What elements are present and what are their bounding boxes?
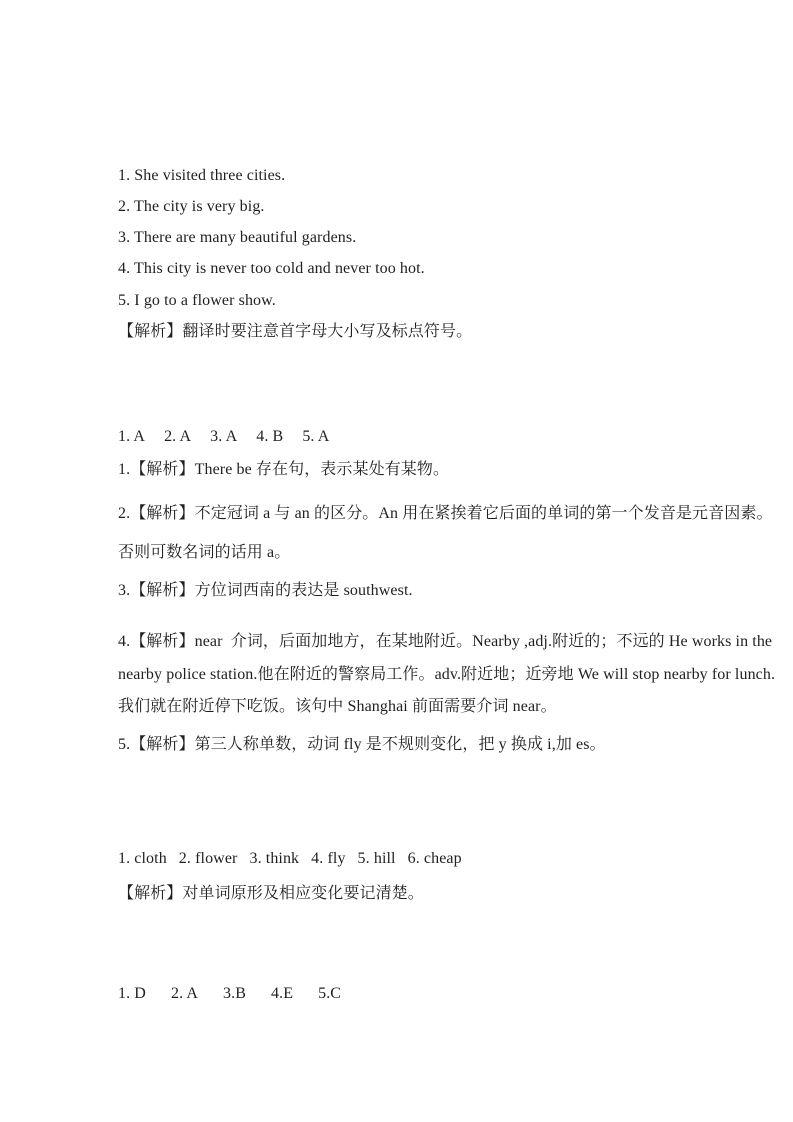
analysis-line: 3.【解析】方位词西南的表达是 southwest. bbox=[118, 582, 413, 599]
answer-item: 3. think bbox=[249, 850, 300, 867]
answer-row bbox=[118, 983, 341, 1005]
analysis-line: 4.【解析】near 介词，后面加地方，在某地附近。Nearby ,adj.附近的；不远的 He works in the bbox=[118, 633, 773, 650]
analysis-line: 2.【解析】不定冠词 a 与 an 的区分。An 用在紧挨着它后面的单词的第一个发音是元音因素。 bbox=[118, 505, 773, 522]
answer-item: 2. A bbox=[170, 985, 199, 1002]
answer-item: 4.E bbox=[271, 985, 294, 1002]
analysis-line: 我们就在附近停下吃饭。该句中 Shanghai 前面需要介词 near。 bbox=[118, 698, 557, 715]
answer-item: 5.C bbox=[318, 985, 342, 1002]
answer-item: 4. fly bbox=[311, 850, 346, 867]
answer-item: 5. hill bbox=[357, 850, 396, 867]
answer-row bbox=[118, 848, 462, 870]
analysis-line: 【解析】对单词原形及相应变化要记清楚。 bbox=[118, 885, 424, 902]
analysis-line: 否则可数名词的话用 a。 bbox=[118, 544, 291, 561]
answer-item: 6. cheap bbox=[407, 850, 462, 867]
answer-item: 5. A bbox=[302, 428, 330, 445]
analysis-line: 1.【解析】There be 存在句，表示某处有某物。 bbox=[118, 461, 450, 478]
sentence-line: 1. She visited three cities. bbox=[118, 167, 286, 184]
analysis-line: 【解析】翻译时要注意首字母大小写及标点符号。 bbox=[118, 323, 473, 340]
answer-item: 2. A bbox=[164, 428, 192, 445]
analysis-line: nearby police station.他在附近的警察局工作。adv.附近地；近旁地 We will stop nearby for lunch. bbox=[118, 666, 776, 683]
sentence-line: 5. I go to a flower show. bbox=[118, 292, 276, 309]
answer-item: 2. flower bbox=[178, 850, 238, 867]
sentence-line: 2. The city is very big. bbox=[118, 198, 265, 215]
answer-item: 1. A bbox=[118, 428, 146, 445]
answer-item: 4. B bbox=[256, 428, 284, 445]
sentence-line: 4. This city is never too cold and never too hot. bbox=[118, 260, 425, 277]
answer-item: 3.B bbox=[223, 985, 247, 1002]
answer-item: 3. A bbox=[210, 428, 238, 445]
sentence-line: 3. There are many beautiful gardens. bbox=[118, 229, 357, 246]
analysis-line: 5.【解析】第三人称单数，动词 fly 是不规则变化，把 y 换成 i,加 es。 bbox=[118, 736, 606, 753]
answer-row bbox=[118, 426, 329, 448]
answer-item: 1. D bbox=[118, 985, 146, 1002]
answer-item: 1. cloth bbox=[118, 850, 167, 867]
